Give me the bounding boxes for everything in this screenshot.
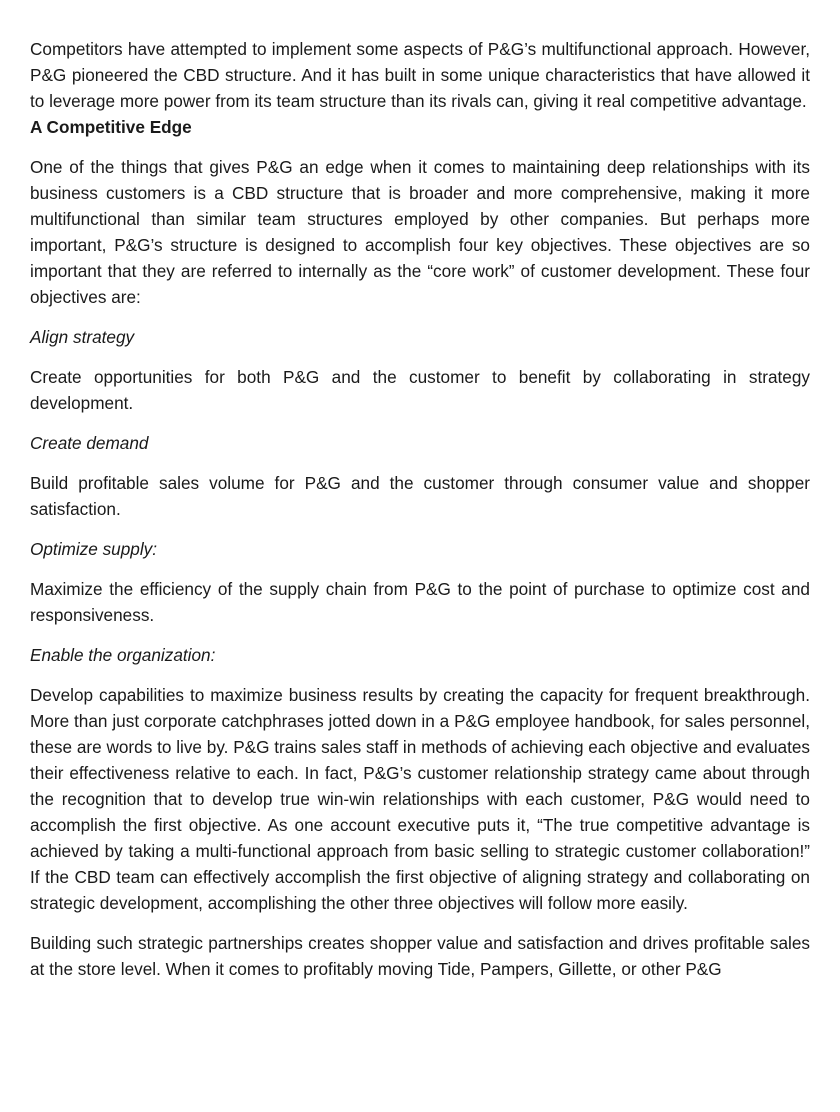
objective-text-align-strategy: Create opportunities for both P&G and the customer to benefit by collaborating in strategy development. bbox=[30, 367, 810, 413]
objective-text-optimize-supply: Maximize the efficiency of the supply chain from P&G to the point of purchase to optimize cost and responsiveness. bbox=[30, 579, 810, 625]
document-page bbox=[30, 36, 810, 982]
intro-paragraph: Competitors have attempted to implement some aspects of P&G’s multifunctional approach. However, P&G pioneered the CBD structure. And it has built in some unique characteristics that have allowed it to leverage more power from its team structure than its rivals can, giving it real competitive advantage. bbox=[30, 39, 810, 111]
edge-paragraph: One of the things that gives P&G an edge when it comes to maintaining deep relationships with its business customers is a CBD structure that is broader and more comprehensive, making it more multifunctional than similar team structures employed by other companies. But perhaps more important, P&G’s structure is designed to accomplish four key objectives. These objectives are so important that they are referred to internally as the “core work” of customer development. These four objectives are: bbox=[30, 157, 810, 307]
objective-label-create-demand: Create demand bbox=[30, 433, 149, 453]
closing-paragraph: Building such strategic partnerships creates shopper value and satisfaction and drives profitable sales at the store level. When it comes to profitably moving Tide, Pampers, Gillette, or other P&G bbox=[30, 933, 810, 979]
objective-label-align-strategy: Align strategy bbox=[30, 327, 135, 347]
section-heading: A Competitive Edge bbox=[30, 117, 192, 137]
objective-text-enable-organization: Develop capabilities to maximize business results by creating the capacity for frequent breakthrough. More than just corporate catchphrases jotted down in a P&G employee handbook, for sales personnel, these are words to live by. P&G trains sales staff in methods of achieving each objective and evaluates their effectiveness relative to each. In fact, P&G’s customer relationship strategy came about through the recognition that to develop true win-win relationships with each customer, P&G would need to accomplish the first objective. As one account executive puts it, “The true competitive advantage is achieved by taking a multi-functional approach from basic selling to strategic customer collaboration!” If the CBD team can effectively accomplish the first objective of aligning strategy and collaborating on strategic development, accomplishing the other three objectives will follow more easily. bbox=[30, 685, 810, 913]
objective-label-enable-organization: Enable the organization: bbox=[30, 645, 216, 665]
objective-label-optimize-supply: Optimize supply: bbox=[30, 539, 158, 559]
objective-text-create-demand: Build profitable sales volume for P&G and the customer through consumer value and shopper satisfaction. bbox=[30, 473, 810, 519]
